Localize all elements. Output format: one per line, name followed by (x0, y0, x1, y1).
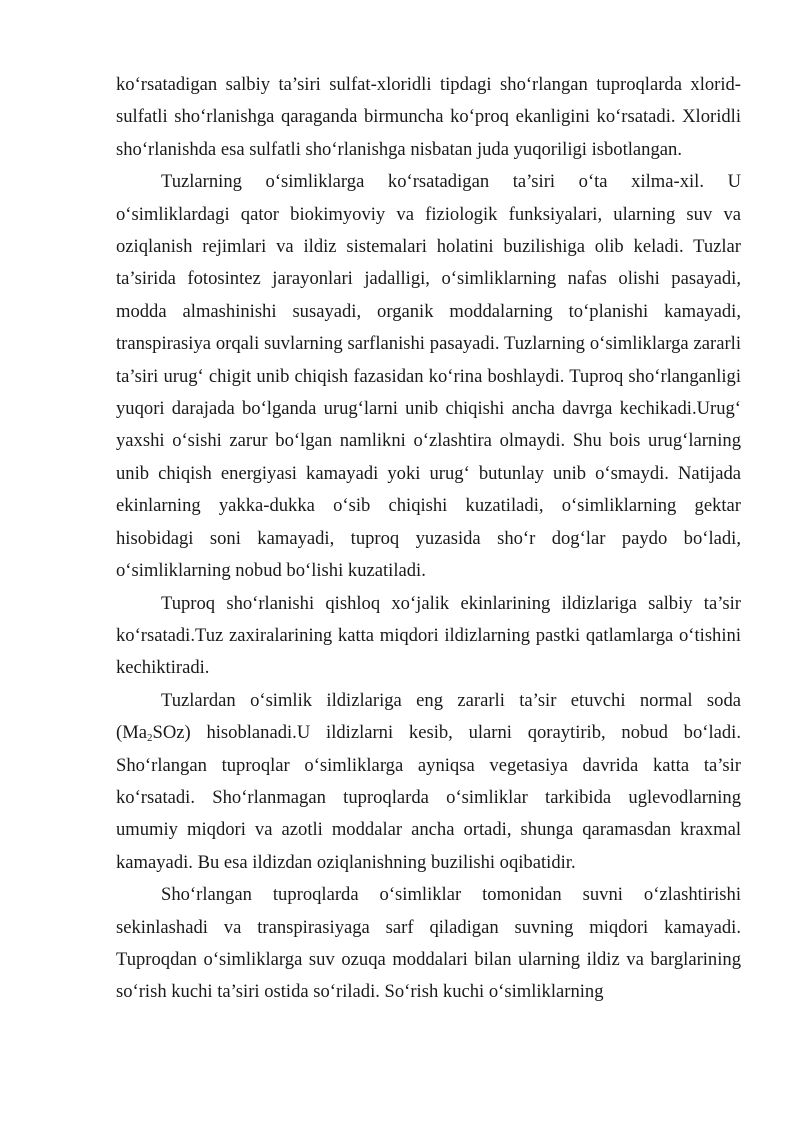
paragraph-2: Tuzlarning o‘simliklarga ko‘rsatadigan ta’siri o‘ta xilma-xil. U o‘simliklardagi qator biokimyoviy va fiziologik funksiyalari, ularning suv va oziqlanish rejimlari va ildiz sistemalari holatini buzilishiga olib keladi. Tuzlar ta’sirida fotosintez jarayonlari jadalligi, o‘simliklarning nafas olishi pasayadi, modda almashinishi susayadi, organik moddalarning to‘planishi kamayadi, transpirasiya orqali suvlarning sarflanishi pasayadi. Tuzlarning o‘simliklarga zararli ta’siri urug‘ chigit unib chiqish fazasidan ko‘rina boshlaydi. Tuproq sho‘rlanganligi yuqori darajada bo‘lganda urug‘larni unib chiqishi ancha davrga kechikadi.Urug‘ yaxshi o‘sishi zarur bo‘lgan namlikni o‘zlashtira olmaydi. Shu bois urug‘larning unib chiqish energiyasi kamayadi yoki urug‘ butunlay unib o‘smaydi. Natijada ekinlarning yakka-dukka o‘sib chiqishi kuzatiladi, o‘simliklarning gektar hisobidagi soni kamayadi, tuproq yuzasida sho‘r dog‘lar paydo bo‘ladi, o‘simliklarning nobud bo‘lishi kuzatiladi. (116, 171, 741, 582)
paragraph-4-text-before: Tuzlardan o‘simlik ildizlariga eng zararli ta’sir etuvchi normal soda (Ma (116, 689, 741, 744)
paragraph-3: Tuproq sho‘rlanishi qishloq xo‘jalik ekinlarining ildizlariga salbiy ta’sir ko‘rsatadi.Tuz zaxiralarining katta miqdori ildizlarning pastki qatlamlarga o‘tishini kechiktiradi. (116, 592, 741, 679)
document-page (116, 69, 741, 1009)
paragraph-1: ko‘rsatadigan salbiy ta’siri sulfat-xloridli tipdagi sho‘rlangan tuproqlarda xlorid-sulfatli sho‘rlanishga qaraganda birmuncha ko‘proq ekanligini ko‘rsatadi. Xloridli sho‘rlanishda esa sulfatli sho‘rlanishga nisbatan juda yuqoriligi isbotlangan. (116, 74, 741, 160)
paragraph-4 (116, 685, 741, 879)
paragraph-4-text-after: SOz) hisoblanadi.U ildizlarni kesib, ularni qoraytirib, nobud bo‘ladi. Sho‘rlangan tuproqlar o‘simliklarga ayniqsa vegetasiya davrida katta ta’sir ko‘rsatadi. Sho‘rlanmagan tuproqlarda o‘simliklar tarkibida uglevodlarning umumiy miqdori va azotli moddalar ancha ortadi, shunga qaramasdan kraxmal kamayadi. Bu esa ildizdan oziqlanishning buzilishi oqibatidir. (116, 722, 741, 873)
paragraph-5: Sho‘rlangan tuproqlarda o‘simliklar tomonidan suvni o‘zlashtirishi sekinlashadi va transpirasiyaga sarf qiladigan suvning miqdori kamayadi. Tuproqdan o‘simliklarga suv ozuqa moddalari bilan ularning ildiz va barglarining so‘rish kuchi ta’siri ostida so‘riladi. So‘rish kuchi o‘simliklarning (116, 884, 741, 1003)
subscript-2: 2 (146, 732, 153, 745)
